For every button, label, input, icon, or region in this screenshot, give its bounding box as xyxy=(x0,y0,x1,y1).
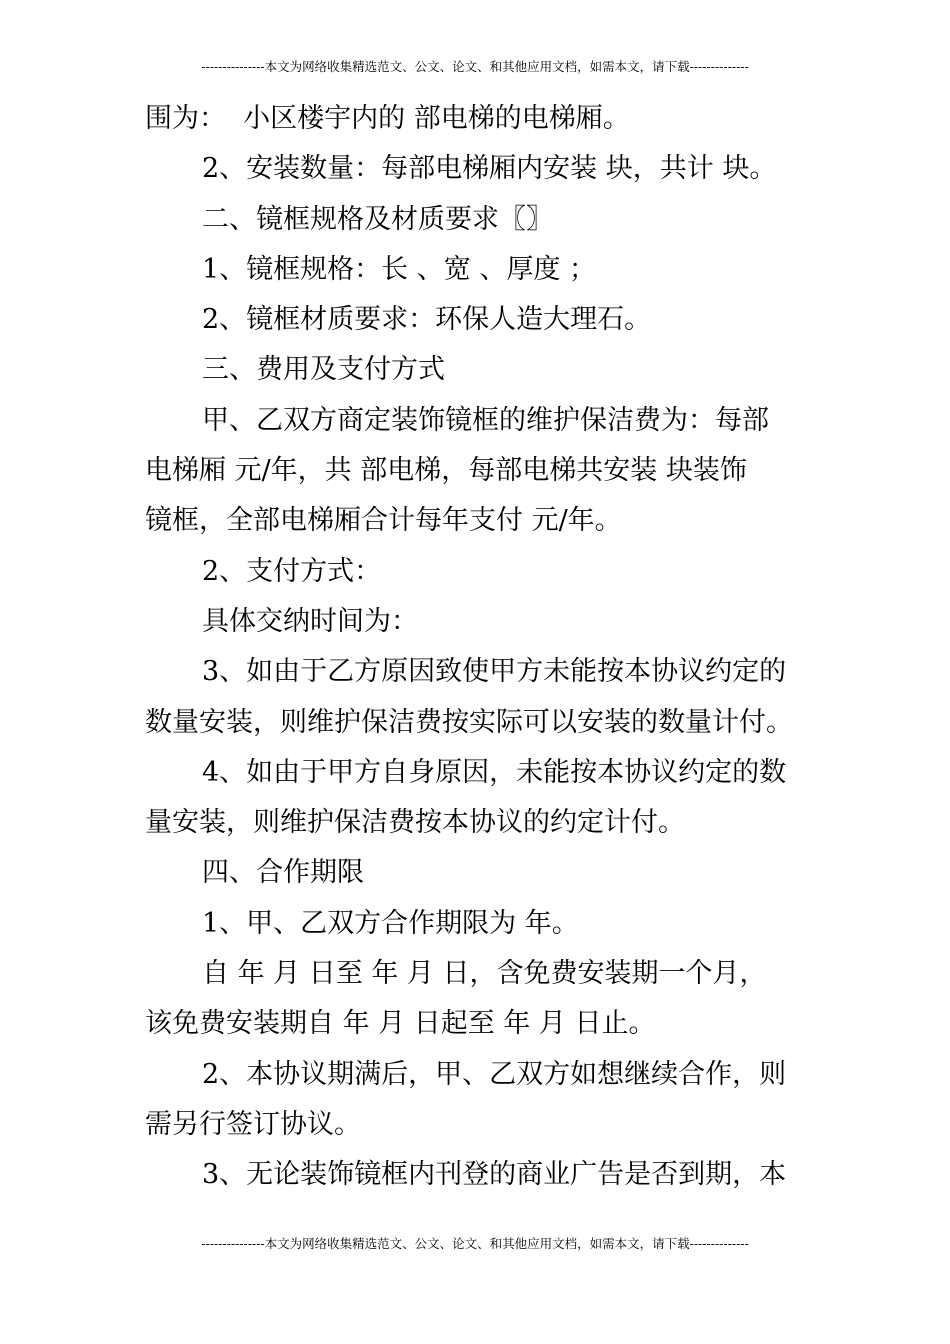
body-line-frame-size: 1、镜框规格：长 、宽 、厚度 ； xyxy=(202,253,596,285)
body-line-clause-4b: 量安装，则维护保洁费按本协议的约定计付。 xyxy=(145,807,685,839)
body-line-payment-time: 具体交纳时间为： xyxy=(202,605,418,637)
footer-banner: ---------------本文为网络收集精选范文、公文、论文、和其他应用文档，如需本文，请下载-------------- xyxy=(201,1236,749,1251)
body-line-fee-2: 电梯厢 元/年，共 部电梯，每部电梯共安装 块装饰 xyxy=(145,455,747,487)
body-line-term-dates-b: 该免费安装期自 年 月 日起至 年 月 日止。 xyxy=(145,1008,656,1040)
body-line-ads-clause: 3、无论装饰镜框内刊登的商业广告是否到期，本 xyxy=(202,1159,787,1191)
body-line-clause-4a: 4、如由于甲方自身原因，未能按本协议约定的数 xyxy=(202,756,787,788)
body-line-install-quantity: 2、安装数量：每部电梯厢内安装 块，共计 块。 xyxy=(202,153,777,185)
section-heading-frame-spec: 二、镜框规格及材质要求〖〗 xyxy=(202,203,553,235)
section-heading-term: 四、合作期限 xyxy=(202,857,364,889)
body-line-renewal-a: 2、本协议期满后，甲、乙双方如想继续合作，则 xyxy=(202,1058,787,1090)
body-line-term-years: 1、甲、乙双方合作期限为 年。 xyxy=(202,907,579,939)
body-line-renewal-b: 需另行签订协议。 xyxy=(145,1108,361,1140)
document-body xyxy=(145,94,815,1201)
body-line-frame-material: 2、镜框材质要求：环保人造大理石。 xyxy=(202,304,652,336)
body-line-payment-method: 2、支付方式： xyxy=(202,555,382,587)
body-line-clause-3b: 数量安装，则维护保洁费按实际可以安装的数量计付。 xyxy=(145,706,793,738)
body-line-term-dates-a: 自 年 月 日至 年 月 日，含免费安装期一个月， xyxy=(202,958,767,990)
body-line-continuation: 围为： 小区楼宇内的 部电梯的电梯厢。 xyxy=(145,103,630,134)
body-line-clause-3a: 3、如由于乙方原因致使甲方未能按本协议约定的 xyxy=(202,656,787,688)
body-line-fee-3: 镜框，全部电梯厢合计每年支付 元/年。 xyxy=(145,505,622,537)
section-heading-fees: 三、费用及支付方式 xyxy=(202,354,445,386)
body-line-fee-1: 甲、乙双方商定装饰镜框的维护保洁费为：每部 xyxy=(202,404,769,436)
header-banner: ---------------本文为网络收集精选范文、公文、论文、和其他应用文档，如需本文，请下载-------------- xyxy=(201,59,749,74)
